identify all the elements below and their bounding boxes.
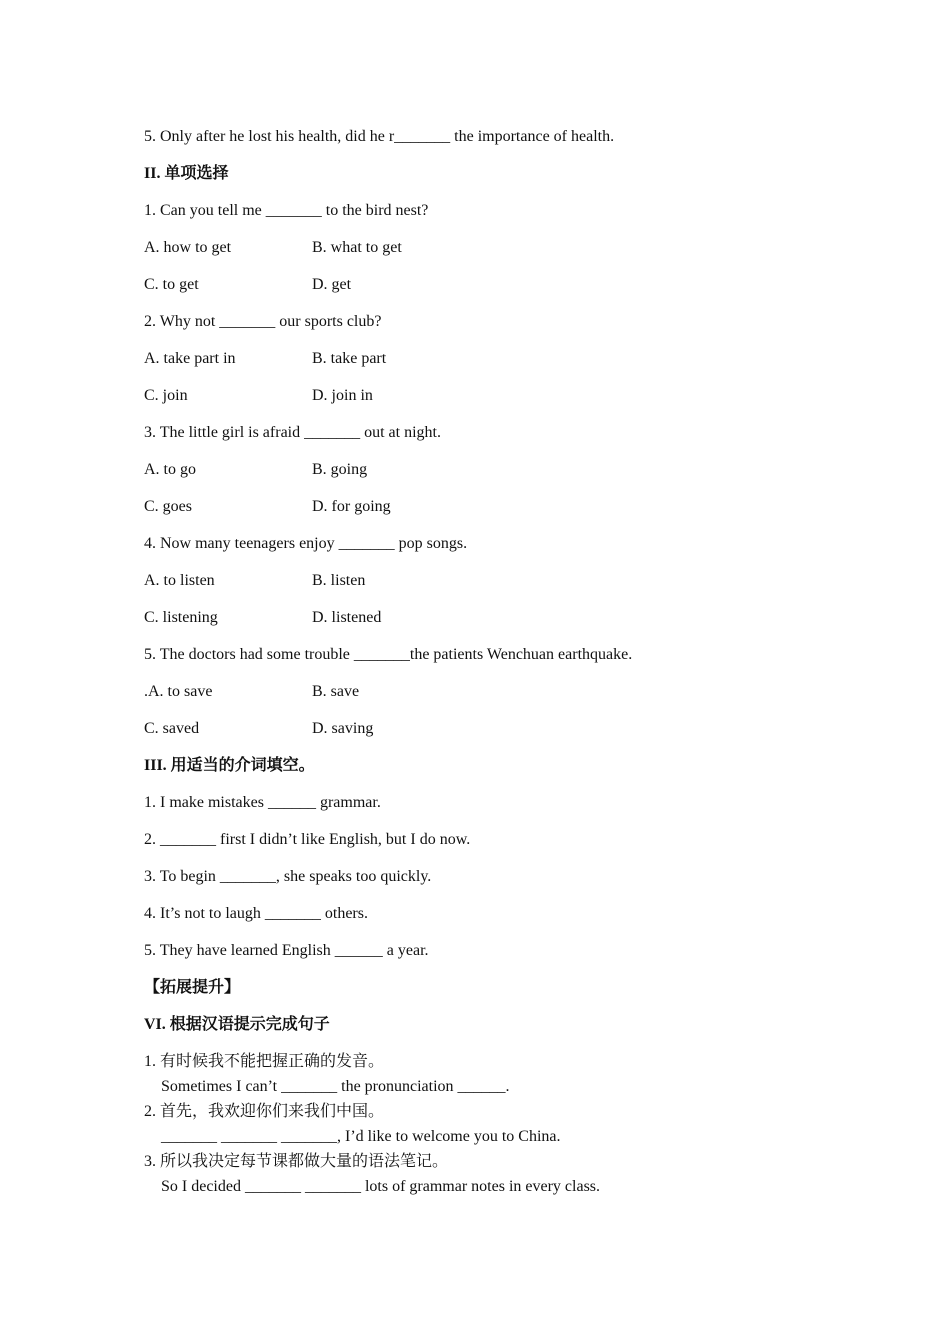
section-6-item-1	[144, 1049, 844, 1099]
option-d: D. saving	[312, 720, 374, 737]
option-d: D. listened	[312, 609, 382, 626]
section-6-item-3	[144, 1149, 844, 1199]
option-a: .A. to save	[144, 683, 213, 700]
english-sentence: Sometimes I can’t _______ the pronunciation ______.	[161, 1078, 510, 1095]
section-2-question-1	[144, 198, 844, 309]
section-2-question-2	[144, 309, 844, 420]
option-row	[144, 383, 844, 420]
option-d: D. for going	[312, 498, 391, 515]
section-6-heading: VI. 根据汉语提示完成句子	[144, 1016, 330, 1033]
option-a: A. take part in	[144, 350, 236, 367]
option-row	[144, 494, 844, 531]
chinese-prompt: 1. 有时候我不能把握正确的发音。	[144, 1053, 385, 1070]
option-b: B. what to get	[312, 239, 402, 256]
option-row	[144, 272, 844, 309]
section-2-question-4	[144, 531, 844, 642]
option-b: B. listen	[312, 572, 366, 589]
section-3-item-4: 4. It’s not to laugh _______ others.	[144, 905, 368, 922]
section-6-item-2	[144, 1099, 844, 1149]
section-3-item-1: 1. I make mistakes ______ grammar.	[144, 794, 381, 811]
option-d: D. join in	[312, 387, 373, 404]
chinese-prompt: 3. 所以我决定每节课都做大量的语法笔记。	[144, 1153, 449, 1170]
question-stem: 5. The doctors had some trouble _______the patients Wenchuan earthquake.	[144, 646, 633, 663]
option-a: A. to go	[144, 461, 196, 478]
option-c: C. saved	[144, 720, 200, 737]
worksheet-page	[144, 124, 844, 1199]
option-row	[144, 679, 844, 716]
section-3-item-2: 2. _______ first I didn’t like English, but I do now.	[144, 831, 471, 848]
section-2-question-5	[144, 642, 844, 753]
option-c: C. listening	[144, 609, 218, 626]
question-stem: 4. Now many teenagers enjoy _______ pop songs.	[144, 535, 468, 552]
section-2-question-3	[144, 420, 844, 531]
option-row	[144, 568, 844, 605]
option-d: D. get	[312, 276, 352, 293]
question-stem: 2. Why not _______ our sports club?	[144, 313, 382, 330]
option-row	[144, 346, 844, 383]
english-sentence: So I decided _______ _______ lots of grammar notes in every class.	[161, 1178, 601, 1195]
section-2-heading: II. 单项选择	[144, 165, 229, 182]
option-a: A. to listen	[144, 572, 215, 589]
question-stem: 1. Can you tell me _______ to the bird nest?	[144, 202, 429, 219]
section-3-item-3: 3. To begin _______, she speaks too quickly.	[144, 868, 432, 885]
option-c: C. to get	[144, 276, 199, 293]
section-3-item-5: 5. They have learned English ______ a year.	[144, 942, 429, 959]
option-row	[144, 235, 844, 272]
option-a: A. how to get	[144, 239, 232, 256]
english-sentence: _______ _______ _______, I’d like to welcome you to China.	[161, 1128, 561, 1145]
option-row	[144, 716, 844, 753]
option-b: B. save	[312, 683, 360, 700]
option-b: B. take part	[312, 350, 387, 367]
question-top-5: 5. Only after he lost his health, did he r_______ the importance of health.	[144, 128, 615, 145]
question-stem: 3. The little girl is afraid _______ out at night.	[144, 424, 441, 441]
option-row	[144, 457, 844, 494]
option-c: C. join	[144, 387, 188, 404]
section-3-heading: III. 用适当的介词填空。	[144, 757, 315, 774]
extension-heading: 【拓展提升】	[144, 979, 241, 996]
option-c: C. goes	[144, 498, 192, 515]
chinese-prompt: 2. 首先，我欢迎你们来我们中国。	[144, 1103, 385, 1120]
option-row	[144, 605, 844, 642]
option-b: B. going	[312, 461, 368, 478]
